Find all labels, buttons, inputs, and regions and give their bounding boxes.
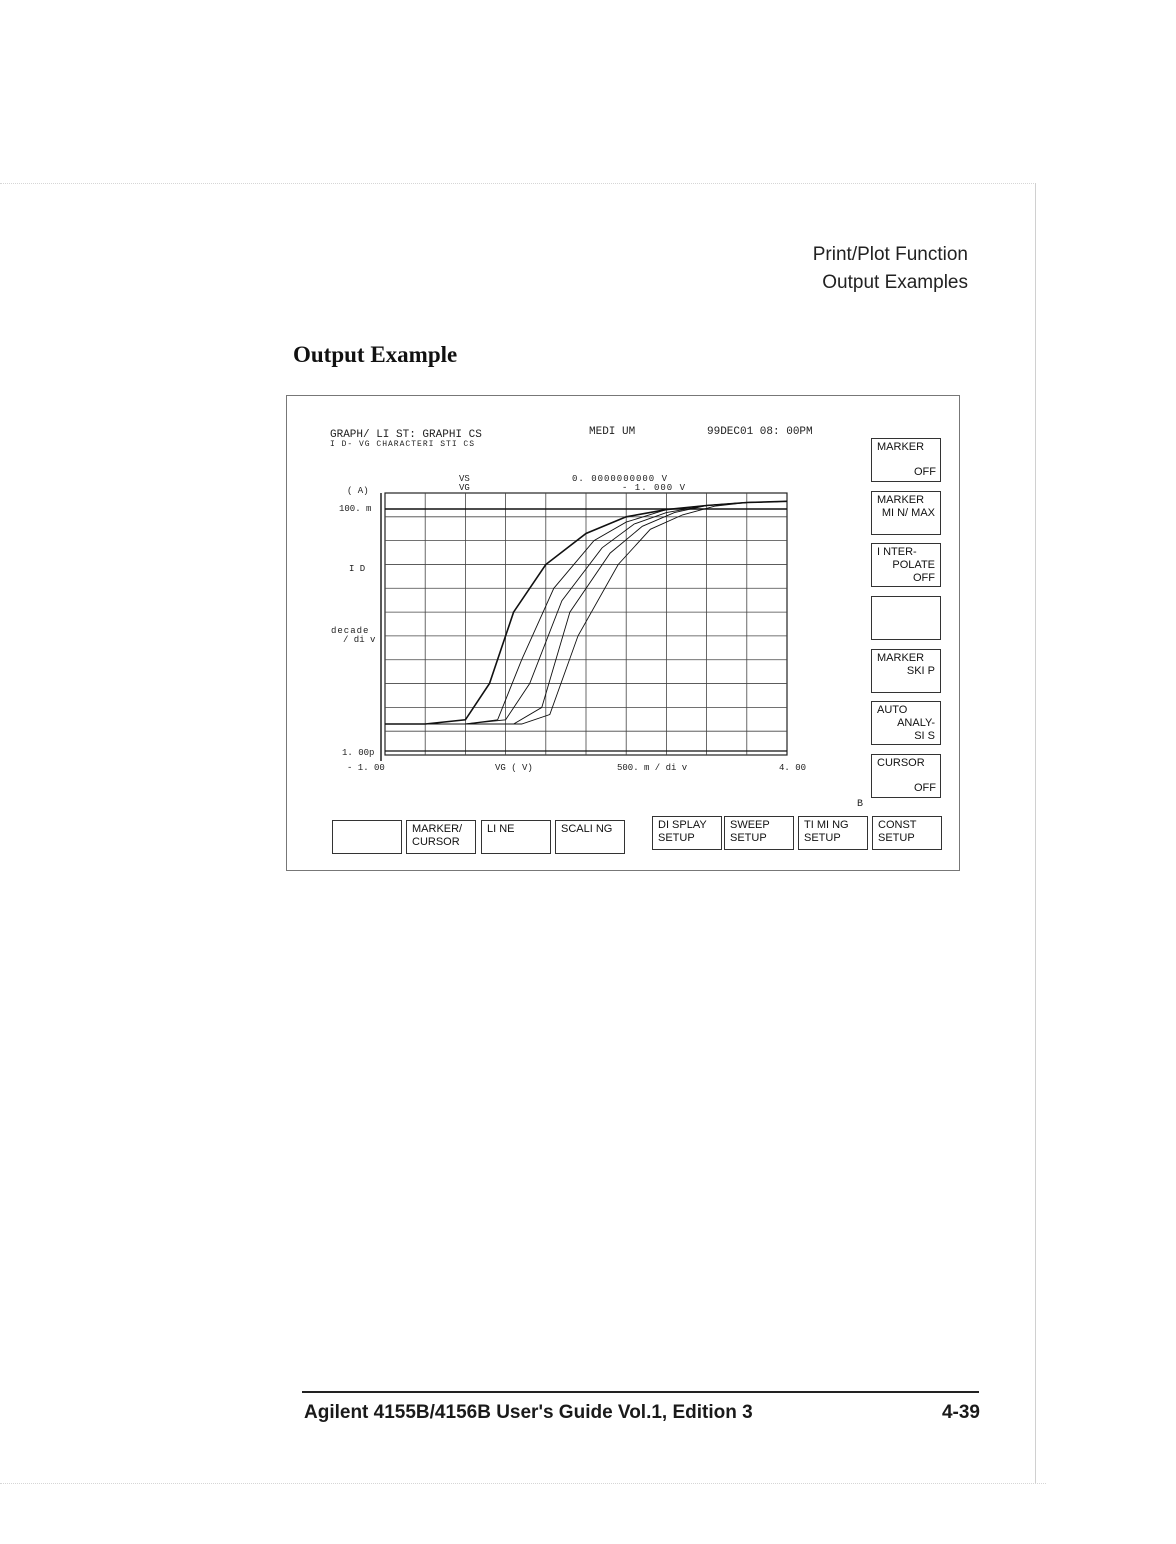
y-top-tick: 100. m (339, 504, 372, 514)
x-max-tick: 4. 00 (779, 763, 807, 773)
instrument-screen (286, 395, 960, 871)
page-number: 4-39 (941, 1402, 980, 1423)
section-title: Output Example (293, 342, 458, 367)
softkey-bottom-2-l2: CURSOR (412, 836, 460, 848)
softkey-right-3-l1: I NTER- (877, 546, 917, 558)
graph-list-label: GRAPH/ LI ST: GRAPHI CS (330, 429, 482, 441)
page-edge-top (0, 183, 1036, 184)
y-scale-2: / di v (343, 635, 376, 645)
x-scale: 500. m / di v (617, 763, 688, 773)
softkey-right-1-l2: OFF (914, 466, 936, 478)
softkey-bottom-6-l2: SETUP (730, 832, 767, 844)
page-edge-bottom (0, 1483, 1046, 1484)
softkey-right-3-l2: POLATE (892, 559, 935, 571)
softkey-right-5-l2: SKI P (906, 665, 935, 677)
footer-rule (302, 1391, 979, 1393)
softkey-bottom-8[interactable] (872, 816, 942, 850)
softkey-right-6-l1: AUTO (877, 704, 908, 716)
y-bottom-tick: 1. 00p (342, 748, 375, 758)
y-scale-1: decade (331, 626, 370, 636)
softkey-right-5[interactable] (871, 649, 941, 693)
softkey-bottom-8-l2: SETUP (878, 832, 915, 844)
softkey-bottom-6-l1: SWEEP (730, 819, 770, 831)
vs-label: VS (459, 474, 470, 484)
softkey-bottom-5-l2: SETUP (658, 832, 695, 844)
x-axis-name: VG ( V) (495, 763, 533, 773)
date-time: 99DEC01 08: 00PM (707, 426, 813, 438)
softkey-bottom-2-l1: MARKER/ (412, 823, 463, 835)
softkey-bottom-6[interactable] (724, 816, 794, 850)
b-label: B (857, 799, 864, 810)
softkey-bottom-4-l1: SCALI NG (561, 823, 613, 835)
softkey-right-6[interactable] (871, 701, 941, 745)
x-min-tick: - 1. 00 (347, 763, 385, 773)
softkey-bottom-8-l1: CONST (878, 819, 917, 831)
header-line-1: Print/Plot Function (812, 244, 968, 265)
page-edge-right (1035, 183, 1036, 1483)
softkey-right-1[interactable] (871, 438, 941, 482)
vg-label: VG (459, 483, 470, 493)
footer-title: Agilent 4155B/4156B User's Guide Vol.1, Edition 3 (304, 1402, 753, 1423)
softkey-right-4[interactable] (871, 596, 941, 640)
softkey-right-2[interactable] (871, 491, 941, 535)
vs-value: 0. 0000000000 V (572, 474, 669, 484)
softkey-right-6-l2: ANALY- (897, 717, 935, 729)
header-line-2: Output Examples (822, 272, 968, 293)
softkey-right-7-l2: OFF (914, 782, 936, 794)
softkey-bottom-1[interactable] (332, 820, 402, 854)
softkey-bottom-7[interactable] (798, 816, 868, 850)
chart-subtitle: I D- VG CHARACTERI STI CS (330, 440, 476, 449)
y-unit: ( A) (347, 486, 369, 496)
softkey-bottom-7-l2: SETUP (804, 832, 841, 844)
softkey-right-7[interactable] (871, 754, 941, 798)
integ-time: MEDI UM (589, 426, 636, 438)
softkey-bottom-2[interactable] (406, 820, 476, 854)
softkey-right-2-l1: MARKER (877, 494, 925, 506)
softkey-bottom-4[interactable] (555, 820, 625, 854)
softkey-bottom-7-l1: TI MI NG (804, 819, 849, 831)
y-axis-name: I D (349, 564, 366, 574)
softkey-bottom-3-l1: LI NE (487, 823, 515, 835)
softkey-right-1-l1: MARKER (877, 441, 925, 453)
softkey-right-2-l2: MI N/ MAX (881, 507, 935, 519)
vg-value: - 1. 000 V (622, 483, 687, 493)
softkey-right-3[interactable] (871, 543, 941, 587)
softkey-right-7-l1: CURSOR (877, 757, 925, 769)
softkey-bottom-3[interactable] (481, 820, 551, 854)
softkey-bottom-5[interactable] (652, 816, 722, 850)
softkey-bottom-5-l1: DI SPLAY (658, 819, 707, 831)
softkey-right-5-l1: MARKER (877, 652, 925, 664)
softkey-right-3-l3: OFF (913, 572, 935, 584)
softkey-right-6-l3: SI S (914, 730, 935, 742)
